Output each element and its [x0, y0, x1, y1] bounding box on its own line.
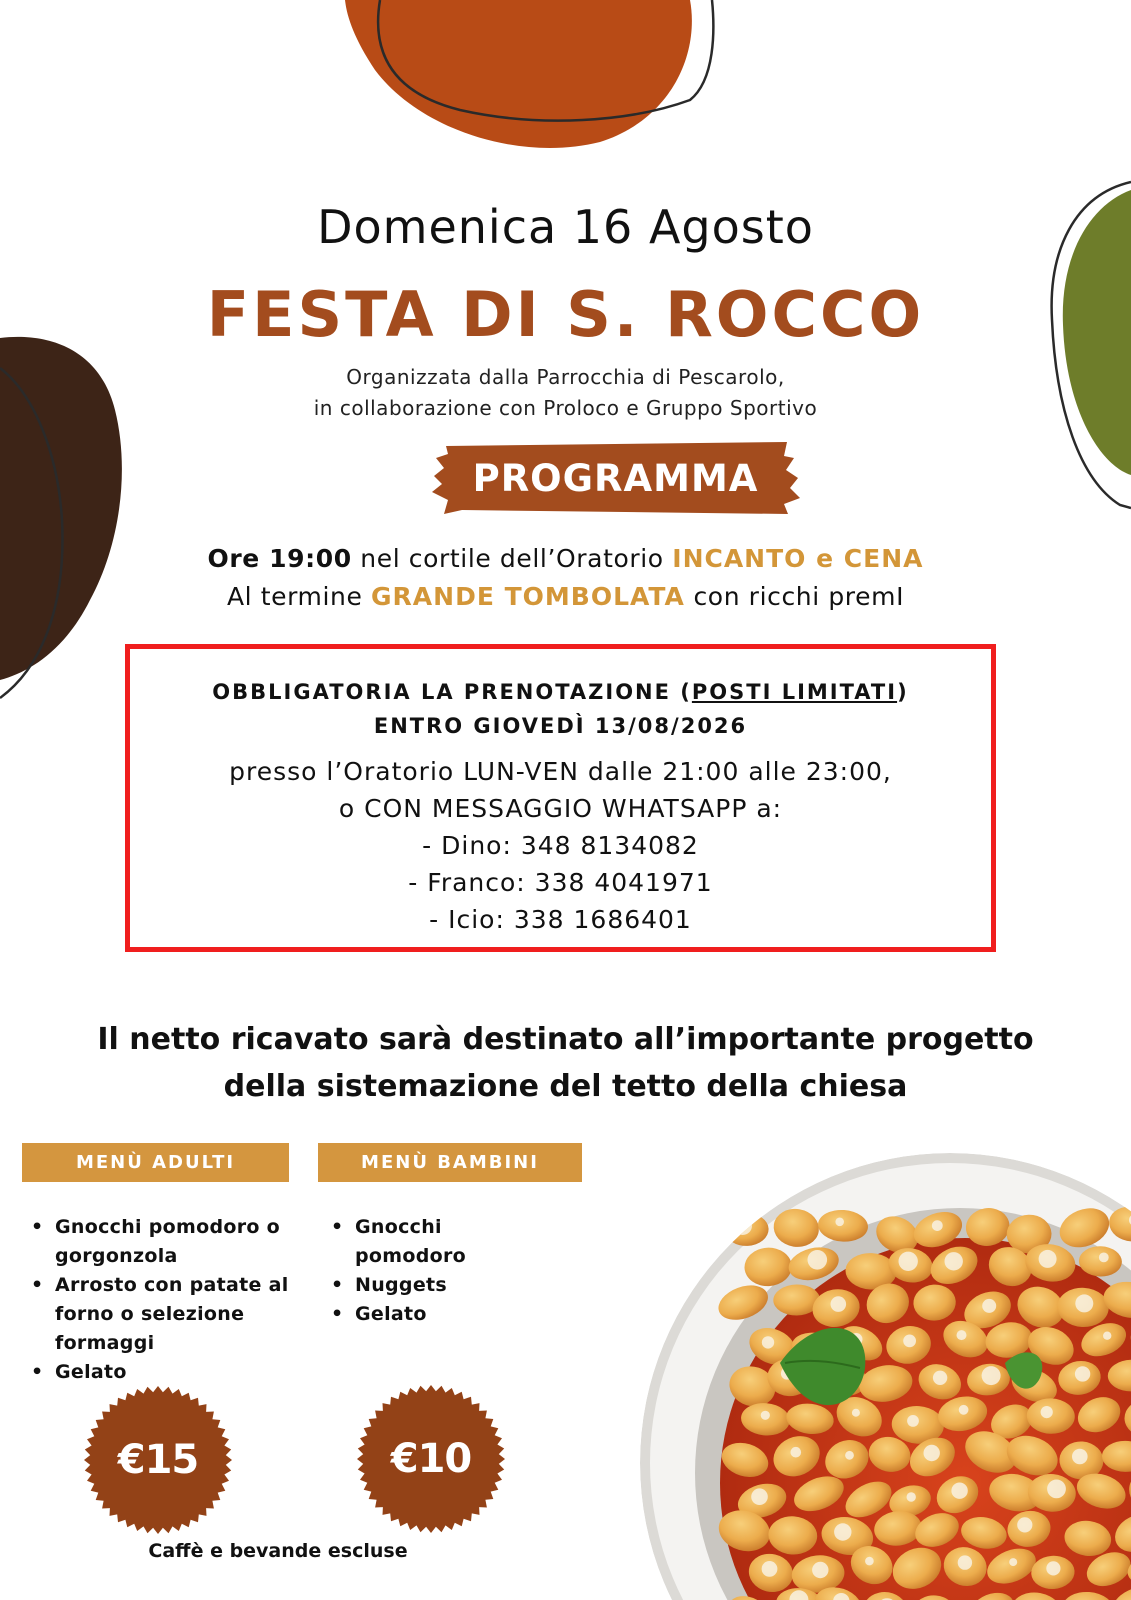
parmesan [945, 1252, 963, 1270]
parmesan [1039, 1250, 1057, 1268]
adult-menu-header: MENÙ ADULTI [22, 1143, 289, 1182]
program-schedule [0, 540, 1131, 616]
parmesan [1103, 1332, 1111, 1340]
parmesan [1047, 1480, 1066, 1499]
program-line-1 [0, 540, 1131, 578]
parmesan [982, 1299, 996, 1313]
organizer-line-2: in collaborazione con Proloco e Gruppo Sportivo [313, 396, 818, 420]
parmesan [812, 1562, 828, 1578]
booking-line: o CON MESSAGGIO WHATSAPP a: [338, 794, 783, 823]
orange-blob [345, 0, 692, 148]
organizer-line-1: Organizzata dalla Parrocchia di Pescarolo, [346, 365, 785, 389]
parmesan [951, 1483, 967, 1499]
parmesan [1046, 1561, 1060, 1575]
list-item: • Gelato [22, 1358, 292, 1387]
contact-dino: - Dino: 348 8134082 [422, 831, 699, 860]
program-highlight-2: GRANDE TOMBOLATA [371, 582, 685, 611]
parmesan [899, 1252, 918, 1271]
parmesan [924, 1445, 940, 1461]
organizer-text [0, 362, 1131, 424]
list-item: • Gelato [322, 1300, 512, 1329]
gnocchi-dish-image [620, 1128, 1131, 1600]
parmesan [762, 1561, 778, 1577]
parmesan [959, 1405, 969, 1415]
parmesan [834, 1523, 851, 1540]
parmesan [852, 1409, 860, 1417]
parmesan [1072, 1449, 1088, 1465]
program-text-1: nel cortile dell’Oratorio [351, 544, 673, 573]
program-text-3: con ricchi premI [684, 582, 905, 611]
adult-price-badge [83, 1385, 233, 1535]
contact-franco: - Franco: 338 4041971 [408, 868, 713, 897]
program-highlight-1: INCANTO e CENA [672, 544, 924, 573]
parmesan [958, 1555, 972, 1569]
list-item: • Arrosto con patate al forno o selezione formaggi [22, 1271, 292, 1358]
parmesan [1009, 1558, 1017, 1566]
booking-heading-pre: OBBLIGATORIA LA PRENOTAZIONE ( [212, 680, 692, 704]
proceeds-statement [0, 1016, 1131, 1110]
booking-heading-line [130, 675, 991, 709]
parmesan [907, 1415, 919, 1427]
parmesan [865, 1557, 874, 1566]
program-label: PROGRAMMA [472, 456, 759, 500]
booking-line: presso l’Oratorio LUN-VEN dalle 21:00 alle 23:00, [229, 757, 892, 786]
parmesan [933, 1371, 947, 1385]
parmesan [845, 1451, 854, 1460]
parmesan [932, 1220, 943, 1231]
adult-menu-list [22, 1213, 292, 1387]
parmesan [762, 1336, 774, 1348]
parmesan [835, 1218, 844, 1227]
parmesan [733, 1216, 752, 1235]
parmesan [1075, 1366, 1090, 1381]
program-time: Ore 19:00 [207, 544, 352, 573]
parmesan [957, 1330, 967, 1340]
parmesan [808, 1250, 828, 1270]
parmesan [982, 1366, 1001, 1385]
booking-deadline: ENTRO GIOVEDÌ 13/08/2026 [373, 714, 748, 738]
proceeds-line-1: Il netto ricavato sarà destinato all’importante progetto [97, 1022, 1034, 1057]
list-item: • Nuggets [322, 1271, 512, 1300]
booking-heading [130, 675, 991, 743]
booking-limited-seats: POSTI LIMITATI [691, 680, 898, 704]
drinks-excluded-note: Caffè e bevande escluse [148, 1540, 408, 1562]
parmesan [831, 1296, 847, 1312]
parmesan [761, 1411, 770, 1420]
list-item: • Gnocchi pomodoro [322, 1213, 512, 1271]
parmesan [907, 1492, 916, 1501]
parmesan [1041, 1406, 1053, 1418]
program-line-2 [0, 578, 1131, 616]
parmesan [1075, 1294, 1093, 1312]
booking-box [125, 644, 996, 952]
parmesan [1017, 1517, 1032, 1532]
booking-details [130, 753, 991, 938]
parmesan [791, 1447, 802, 1458]
parmesan [1099, 1253, 1109, 1263]
proceeds-line-2: della sistemazione del tetto della chiesa [223, 1069, 908, 1104]
kids-price: €10 [390, 1436, 472, 1482]
parmesan [751, 1488, 768, 1505]
program-text-2: Al termine [226, 582, 372, 611]
kids-menu-list [322, 1213, 512, 1329]
kids-price-badge [356, 1384, 506, 1534]
event-title: FESTA DI S. ROCCO [206, 278, 925, 351]
event-date: Domenica 16 Agosto [317, 200, 814, 254]
contact-icio: - Icio: 338 1686401 [429, 905, 692, 934]
parmesan [903, 1335, 916, 1348]
booking-heading-post: ) [897, 680, 909, 704]
adult-price: €15 [117, 1437, 199, 1483]
list-item: • Gnocchi pomodoro o gorgonzola [22, 1213, 292, 1271]
kids-menu-header: MENÙ BAMBINI [318, 1143, 582, 1182]
